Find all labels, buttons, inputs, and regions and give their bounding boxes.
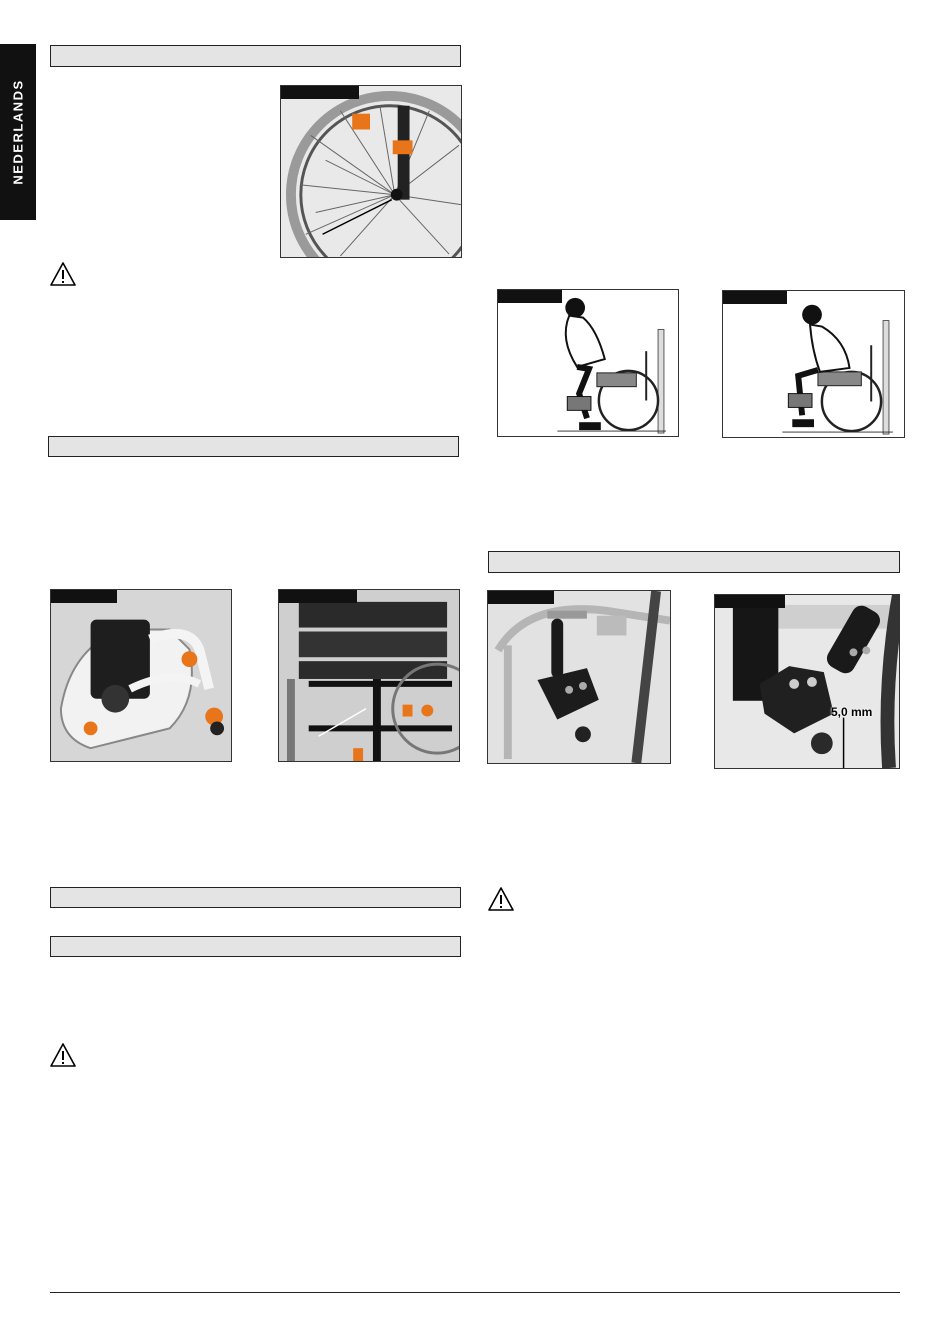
person-standing-up-from-wheelchair-drawing xyxy=(498,290,678,436)
footer-rule xyxy=(50,1292,900,1293)
figure-number-label xyxy=(723,291,787,304)
figure-number-label xyxy=(279,590,357,603)
warning-icon xyxy=(488,887,514,911)
section-header-bar-3 xyxy=(50,887,461,908)
wheel-lock-photo xyxy=(488,591,670,763)
figure-number-label xyxy=(498,290,562,303)
wheelchair-backrest-frame-photo xyxy=(279,590,459,761)
warning-icon xyxy=(50,1043,76,1067)
section-header-bar-4 xyxy=(50,936,461,957)
section-header-bar-5 xyxy=(488,551,900,573)
wheel-quick-release-photo xyxy=(281,86,461,257)
language-tab-label: NEDERLANDS xyxy=(10,79,26,185)
figure-wheel-axle xyxy=(280,85,462,258)
section-header-bar-2 xyxy=(48,436,459,457)
language-side-tab xyxy=(0,44,36,220)
section-header-bar-1 xyxy=(50,45,461,67)
measurement-label: 5,0 mm xyxy=(831,705,873,719)
figure-number-label xyxy=(488,591,554,604)
figure-folded-wheelchair xyxy=(50,589,232,762)
figure-transfer-standing xyxy=(497,289,679,437)
figure-backrest-frame xyxy=(278,589,460,762)
figure-transfer-sitting xyxy=(722,290,905,438)
person-sitting-down-in-wheelchair-drawing xyxy=(723,291,904,437)
wheel-lock-closeup-photo xyxy=(715,595,899,768)
figure-number-label xyxy=(51,590,117,603)
figure-wheel-lock-closeup xyxy=(714,594,900,769)
figure-number-label xyxy=(715,595,785,608)
figure-wheel-lock xyxy=(487,590,671,764)
figure-number-label xyxy=(281,86,359,99)
warning-icon xyxy=(50,262,76,286)
folded-wheelchair-photo xyxy=(51,590,231,761)
